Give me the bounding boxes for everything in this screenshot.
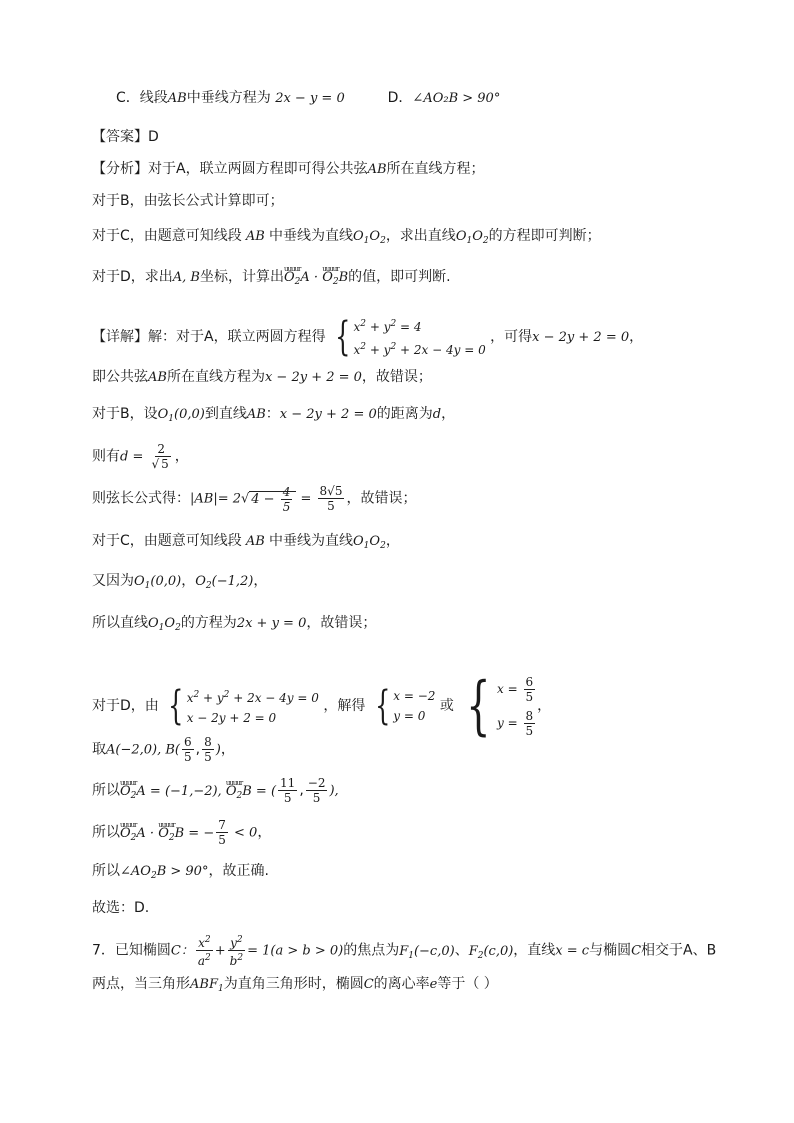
detail-b-text3: 的距离为 <box>376 406 433 422</box>
detail-b3-line: 则弦长公式得：|AB|= 2√ 4 − $\frac{4}{5}$ = $\frac{8√5}{5}$ ，故错误； <box>92 484 417 514</box>
analysis-c-text4: 的方程即可判断； <box>488 228 601 244</box>
detail-label: 【详解】 <box>92 329 148 345</box>
detail-a-text4: 所在直线方程为 <box>166 369 265 385</box>
option-c-line: C．线段AB中垂线方程为 2x − y = 0 D．∠AO₂B > 90° <box>116 90 501 106</box>
detail-d-text3: 或 <box>439 698 454 714</box>
q7-text-d: ，直线 <box>513 942 556 959</box>
detail-d-text: 对于D，由 <box>92 698 159 714</box>
detail-d-text5: 所以 <box>92 782 120 799</box>
option-c-text: 中垂线方程为 <box>186 90 271 106</box>
q7-text-f: 相交于A、B <box>641 942 717 959</box>
detail-b-line: 对于B，设$O_1(0,0)$到直线AB：x − 2y + 2 = 0的距离为d， <box>92 406 456 424</box>
detail-b2-line: 则有d = $\frac{2}{√ 5}$ ， <box>92 442 189 471</box>
answer-line <box>92 126 159 148</box>
detail-b-text: 对于B，设 <box>92 406 158 422</box>
detail-d-text6: 所以 <box>92 824 120 841</box>
analysis-c-text3: ，求出直线 <box>385 228 456 244</box>
analysis-a-text2: 所在直线方程； <box>386 161 485 177</box>
answer-value: D <box>148 129 159 145</box>
detail-d-text8: ，故正确. <box>208 863 269 879</box>
q7-text-g: 两点，当三角形 <box>92 976 190 992</box>
detail-c-line: 对于C，由题意可知线段 AB 中垂线为直线$O_1O_2$， <box>92 533 400 551</box>
detail-d-text4: 取 <box>92 741 106 758</box>
analysis-a-text: 对于A，联立两圆方程即可得公共弦 <box>148 161 368 177</box>
detail-d5-line: 所以$\angle AO_2B > 90^\circ$，故正确. <box>92 863 269 881</box>
choose-text: 故选：D. <box>92 900 150 916</box>
detail-d4-line: 所以uuuur $O_2A$ · uuuur $O_2B$ = − $\frac{7}{5}$ < 0， <box>92 818 271 849</box>
detail-b-text2: 到直线 <box>204 406 247 422</box>
analysis-c-text2: 中垂线为直线 <box>269 228 353 244</box>
option-d-label: D． <box>387 90 413 106</box>
analysis-d-text3: 的值，即可判断. <box>348 269 451 285</box>
question7-line2: 两点，当三角形$ABF_1$为直角三角形时，椭圆C的离心率e等于（ ） <box>92 976 498 994</box>
question7-line1: 7．已知椭圆C： $\frac{x^2}{a^2}$ + $\frac{y^2}{b^2}$ = 1(a > b > 0)的焦点为$F_1(-c,0)$、$F_2(c,0)$，直线x = c与椭圆C相交于A、B <box>92 935 717 968</box>
q7-text-e: 与椭圆 <box>589 942 632 959</box>
detail-a2-line: 即公共弦AB所在直线方程为x − 2y + 2 = 0，故错误； <box>92 369 432 385</box>
detail-c-text: 对于C，由题意可知线段 <box>92 533 242 549</box>
system-equations-d: { $x^2 + y^2 + 2x - 4y = 0$ x − 2y + 2 = 0 <box>168 683 319 729</box>
solution-2: { x = $\frac{6}{5}$ y = $\frac{8}{5}$ <box>466 669 534 743</box>
detail-d2-line: 取A(−2,0), B( $\frac{6}{5}$ , $\frac{8}{5}$ )， <box>92 735 235 764</box>
q7-text-c: 、 <box>454 942 469 959</box>
q7-text-a: 7．已知椭圆 <box>92 942 171 959</box>
analysis-c-text: 对于C，由题意可知线段 <box>92 228 242 244</box>
q7-text-i: 的离心率 <box>373 976 430 992</box>
q7-text-h: 为直角三角形时，椭圆 <box>223 976 364 992</box>
solution-1: { x = −2 y = 0 <box>374 683 436 729</box>
detail-a-equation: x − 2y + 2 = 0 <box>532 330 630 345</box>
analysis-b-line <box>92 190 284 212</box>
q7-text-j: 等于（ ） <box>437 976 498 992</box>
analysis-d-text2: 坐标，计算出 <box>200 269 284 285</box>
analysis-label: 【分析】 <box>92 161 148 177</box>
detail-a-line: 【详解】解：对于A，联立两圆方程得 { $x^2 + y^2 = 4$ $x^2 + y^2 + 2x - 4y = 0$ ，可得x − 2y + 2 = 0， <box>92 314 644 360</box>
analysis-d-line: 对于D，求出A, B坐标，计算出uuuur $O_2A$ · uuuur $O_2B$的值，即可判断. <box>92 266 451 293</box>
analysis-a-line: 【分析】对于A，联立两圆方程即可得公共弦AB所在直线方程； <box>92 161 485 177</box>
detail-d-line: 对于D，由 { $x^2 + y^2 + 2x - 4y = 0$ x − 2y + 2 = 0 ，解得 { x = −2 y = 0 或 { x = $\frac{6}{5}$ y = $\frac{8}{5}$ ， <box>92 669 552 743</box>
q7-text-b: 的焦点为 <box>343 942 400 959</box>
detail-c-text2: 中垂线为直线 <box>269 533 353 549</box>
detail-c3-line: 所以直线$O_1O_2$的方程为2x + y = 0，故错误； <box>92 615 377 633</box>
detail-d-text2: ，解得 <box>323 698 366 714</box>
detail-b-text6: ，故错误； <box>346 490 417 507</box>
detail-a-text: 解：对于A，联立两圆方程得 <box>148 329 326 345</box>
detail-a-text2: ，可得 <box>490 329 533 345</box>
answer-label: 【答案】 <box>92 129 148 145</box>
detail-c-text4: 所以直线 <box>92 615 148 631</box>
system-equations-a: { $x^2 + y^2 = 4$ $x^2 + y^2 + 2x - 4y = 0$ <box>335 314 486 360</box>
detail-d-text7: 所以 <box>92 863 120 879</box>
analysis-d-text: 对于D，求出 <box>92 269 173 285</box>
detail-c-text5: 的方程为 <box>180 615 237 631</box>
detail-c-text6: ，故错误； <box>306 615 377 631</box>
detail-c-text3: 又因为 <box>92 573 134 589</box>
detail-a-text5: ，故错误； <box>361 369 432 385</box>
option-c-equation: 2x − y = 0 <box>275 91 345 106</box>
detail-b-text5: 则弦长公式得： <box>92 490 190 507</box>
analysis-b-text: 对于B，由弦长公式计算即可； <box>92 193 284 209</box>
detail-d3-line: 所以uuuur $O_2A = (-1,-2)$, uuuur $O_2B$ = ( $\frac{11}{5}$ , $\frac{-2}{5}$ ), <box>92 776 339 807</box>
choose-line <box>92 897 149 919</box>
option-c-label: C．线段 <box>116 90 168 106</box>
detail-b-text4: 则有 <box>92 448 120 465</box>
analysis-c-line: 对于C，由题意可知线段 AB 中垂线为直线$O_1O_2$，求出直线$O_1O_2$的方程即可判断； <box>92 228 601 246</box>
option-d-equation: ∠AO₂B > 90° <box>412 91 501 106</box>
detail-c2-line: 又因为$O_1(0,0)$，$O_2(-1,2)$， <box>92 573 268 591</box>
detail-a-text3: 即公共弦 <box>92 369 148 385</box>
